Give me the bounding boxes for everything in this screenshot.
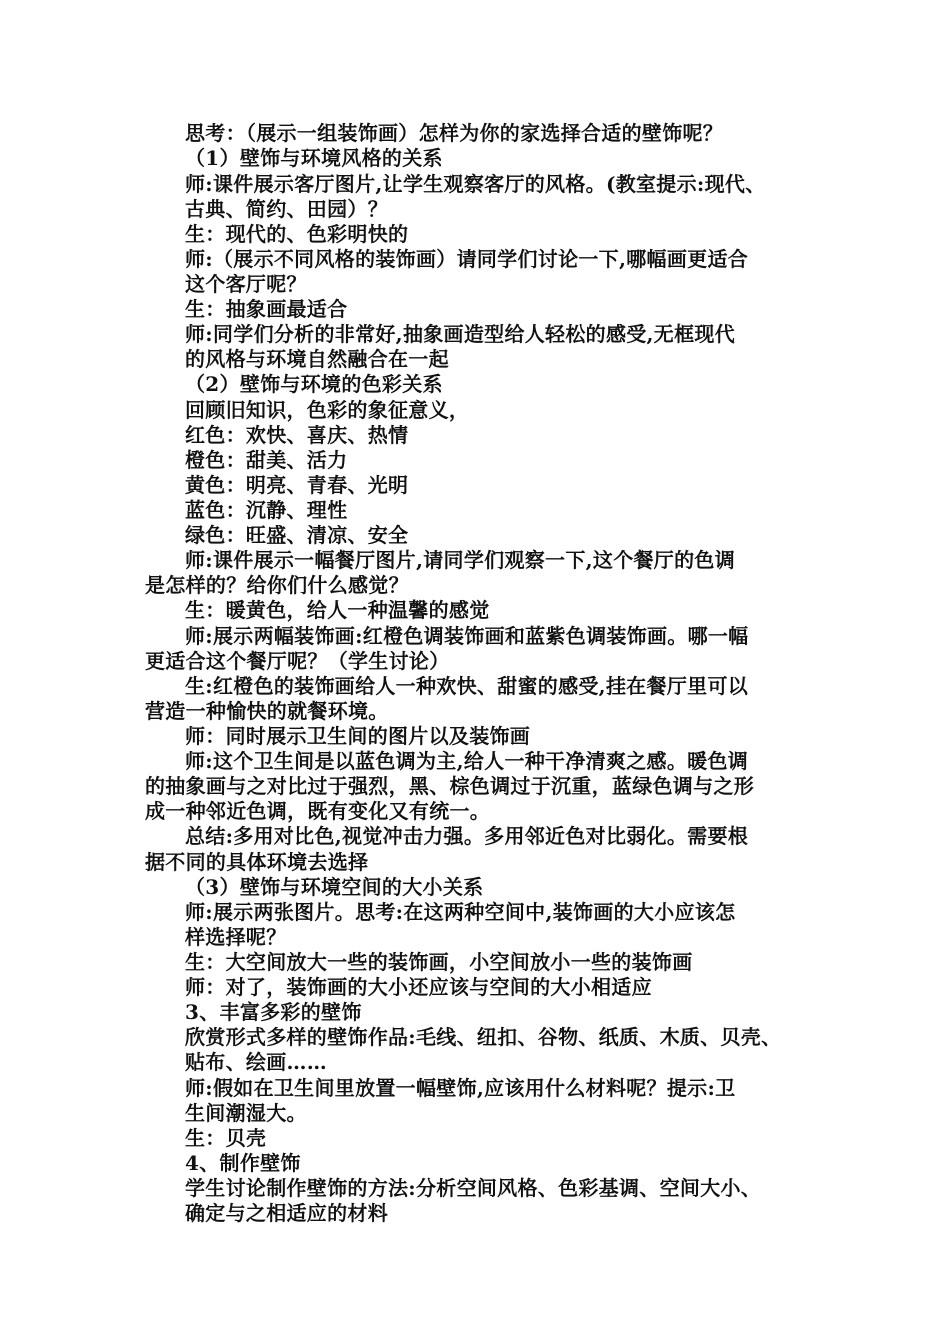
text-line: 橙色：甜美、活力 bbox=[185, 448, 348, 472]
text-line: 3、丰富多彩的壁饰 bbox=[185, 1000, 362, 1024]
text-line: 师:假如在卫生间里放置一幅壁饰,应该用什么材料呢？提示:卫 bbox=[185, 1076, 736, 1100]
text-line: 生：现代的、色彩明快的 bbox=[185, 222, 409, 246]
text-line: 成一种邻近色调，既有变化又有统一。 bbox=[145, 799, 491, 823]
text-line: 确定与之相适应的材料 bbox=[185, 1201, 388, 1225]
text-line: 蓝色：沉静、理性 bbox=[185, 498, 348, 522]
text-line: 生：抽象画最适合 bbox=[185, 297, 348, 321]
text-line: 师:这个卫生间是以蓝色调为主,给人一种干净清爽之感。暖色调 bbox=[185, 749, 749, 773]
text-line: 黄色：明亮、青春、光明 bbox=[185, 473, 409, 497]
text-line: 师:（展示不同风格的装饰画）请同学们讨论一下,哪幅画更适合 bbox=[185, 247, 749, 271]
text-line: （1）壁饰与环境风格的关系 bbox=[185, 146, 443, 170]
text-line: 师:展示两张图片。思考:在这两种空间中,装饰画的大小应该怎 bbox=[185, 900, 736, 924]
text-line: 更适合这个餐厅呢？（学生讨论） bbox=[145, 649, 450, 673]
text-line: 的风格与环境自然融合在一起 bbox=[185, 347, 449, 371]
text-line: 营造一种愉快的就餐环境。 bbox=[145, 699, 389, 723]
text-line: 师:展示两幅装饰画:红橙色调装饰画和蓝紫色调装饰画。哪一幅 bbox=[185, 624, 749, 648]
text-line: 生：贝壳 bbox=[185, 1126, 267, 1150]
text-line: 绿色：旺盛、清凉、安全 bbox=[185, 523, 409, 547]
text-line: 师:同学们分析的非常好,抽象画造型给人轻松的感受,无框现代 bbox=[185, 322, 736, 346]
text-line: 回顾旧知识，色彩的象征意义， bbox=[185, 398, 470, 422]
text-line: （3）壁饰与环境空间的大小关系 bbox=[185, 875, 484, 899]
text-line: 师:课件展示一幅餐厅图片,请同学们观察一下,这个餐厅的色调 bbox=[185, 548, 736, 572]
text-line: 学生讨论制作壁饰的方法:分析空间风格、色彩基调、空间大小、 bbox=[185, 1176, 762, 1200]
text-line: 4、制作壁饰 bbox=[185, 1151, 301, 1175]
text-line: 据不同的具体环境去选择 bbox=[145, 850, 369, 874]
text-line: 红色：欢快、喜庆、热情 bbox=[185, 423, 409, 447]
text-line: （2）壁饰与环境的色彩关系 bbox=[185, 372, 443, 396]
text-line: 生：大空间放大一些的装饰画，小空间放小一些的装饰画 bbox=[185, 950, 693, 974]
text-line: 师：同时展示卫生间的图片以及装饰画 bbox=[185, 724, 531, 748]
text-line: 师:课件展示客厅图片,让学生观察客厅的风格。(教室提示:现代、 bbox=[185, 172, 766, 196]
text-line: 古典、简约、田园）？ bbox=[185, 197, 388, 221]
text-line: 总结:多用对比色,视觉冲击力强。多用邻近色对比弱化。需要根 bbox=[185, 824, 749, 848]
text-line: 生：暖黄色，给人一种温馨的感觉 bbox=[185, 598, 490, 622]
text-line: 欣赏形式多样的壁饰作品:毛线、纽扣、谷物、纸质、木质、贝壳、 bbox=[185, 1025, 782, 1049]
text-line: 生间潮湿大。 bbox=[185, 1101, 307, 1125]
text-line: 思考：（展示一组装饰画）怎样为你的家选择合适的壁饰呢？ bbox=[185, 121, 724, 145]
text-line: 生:红橙色的装饰画给人一种欢快、甜蜜的感受,挂在餐厅里可以 bbox=[185, 674, 749, 698]
text-line: 这个客厅呢？ bbox=[185, 272, 307, 296]
text-line: 贴布、绘画…… bbox=[185, 1050, 328, 1074]
text-line: 师：对了，装饰画的大小还应该与空间的大小相适应 bbox=[185, 975, 652, 999]
text-line: 是怎样的？给你们什么感觉？ bbox=[145, 573, 409, 597]
text-line: 样选择呢？ bbox=[185, 925, 287, 949]
text-line: 的抽象画与之对比过于强烈，黑、棕色调过于沉重，蓝绿色调与之形 bbox=[145, 774, 754, 798]
